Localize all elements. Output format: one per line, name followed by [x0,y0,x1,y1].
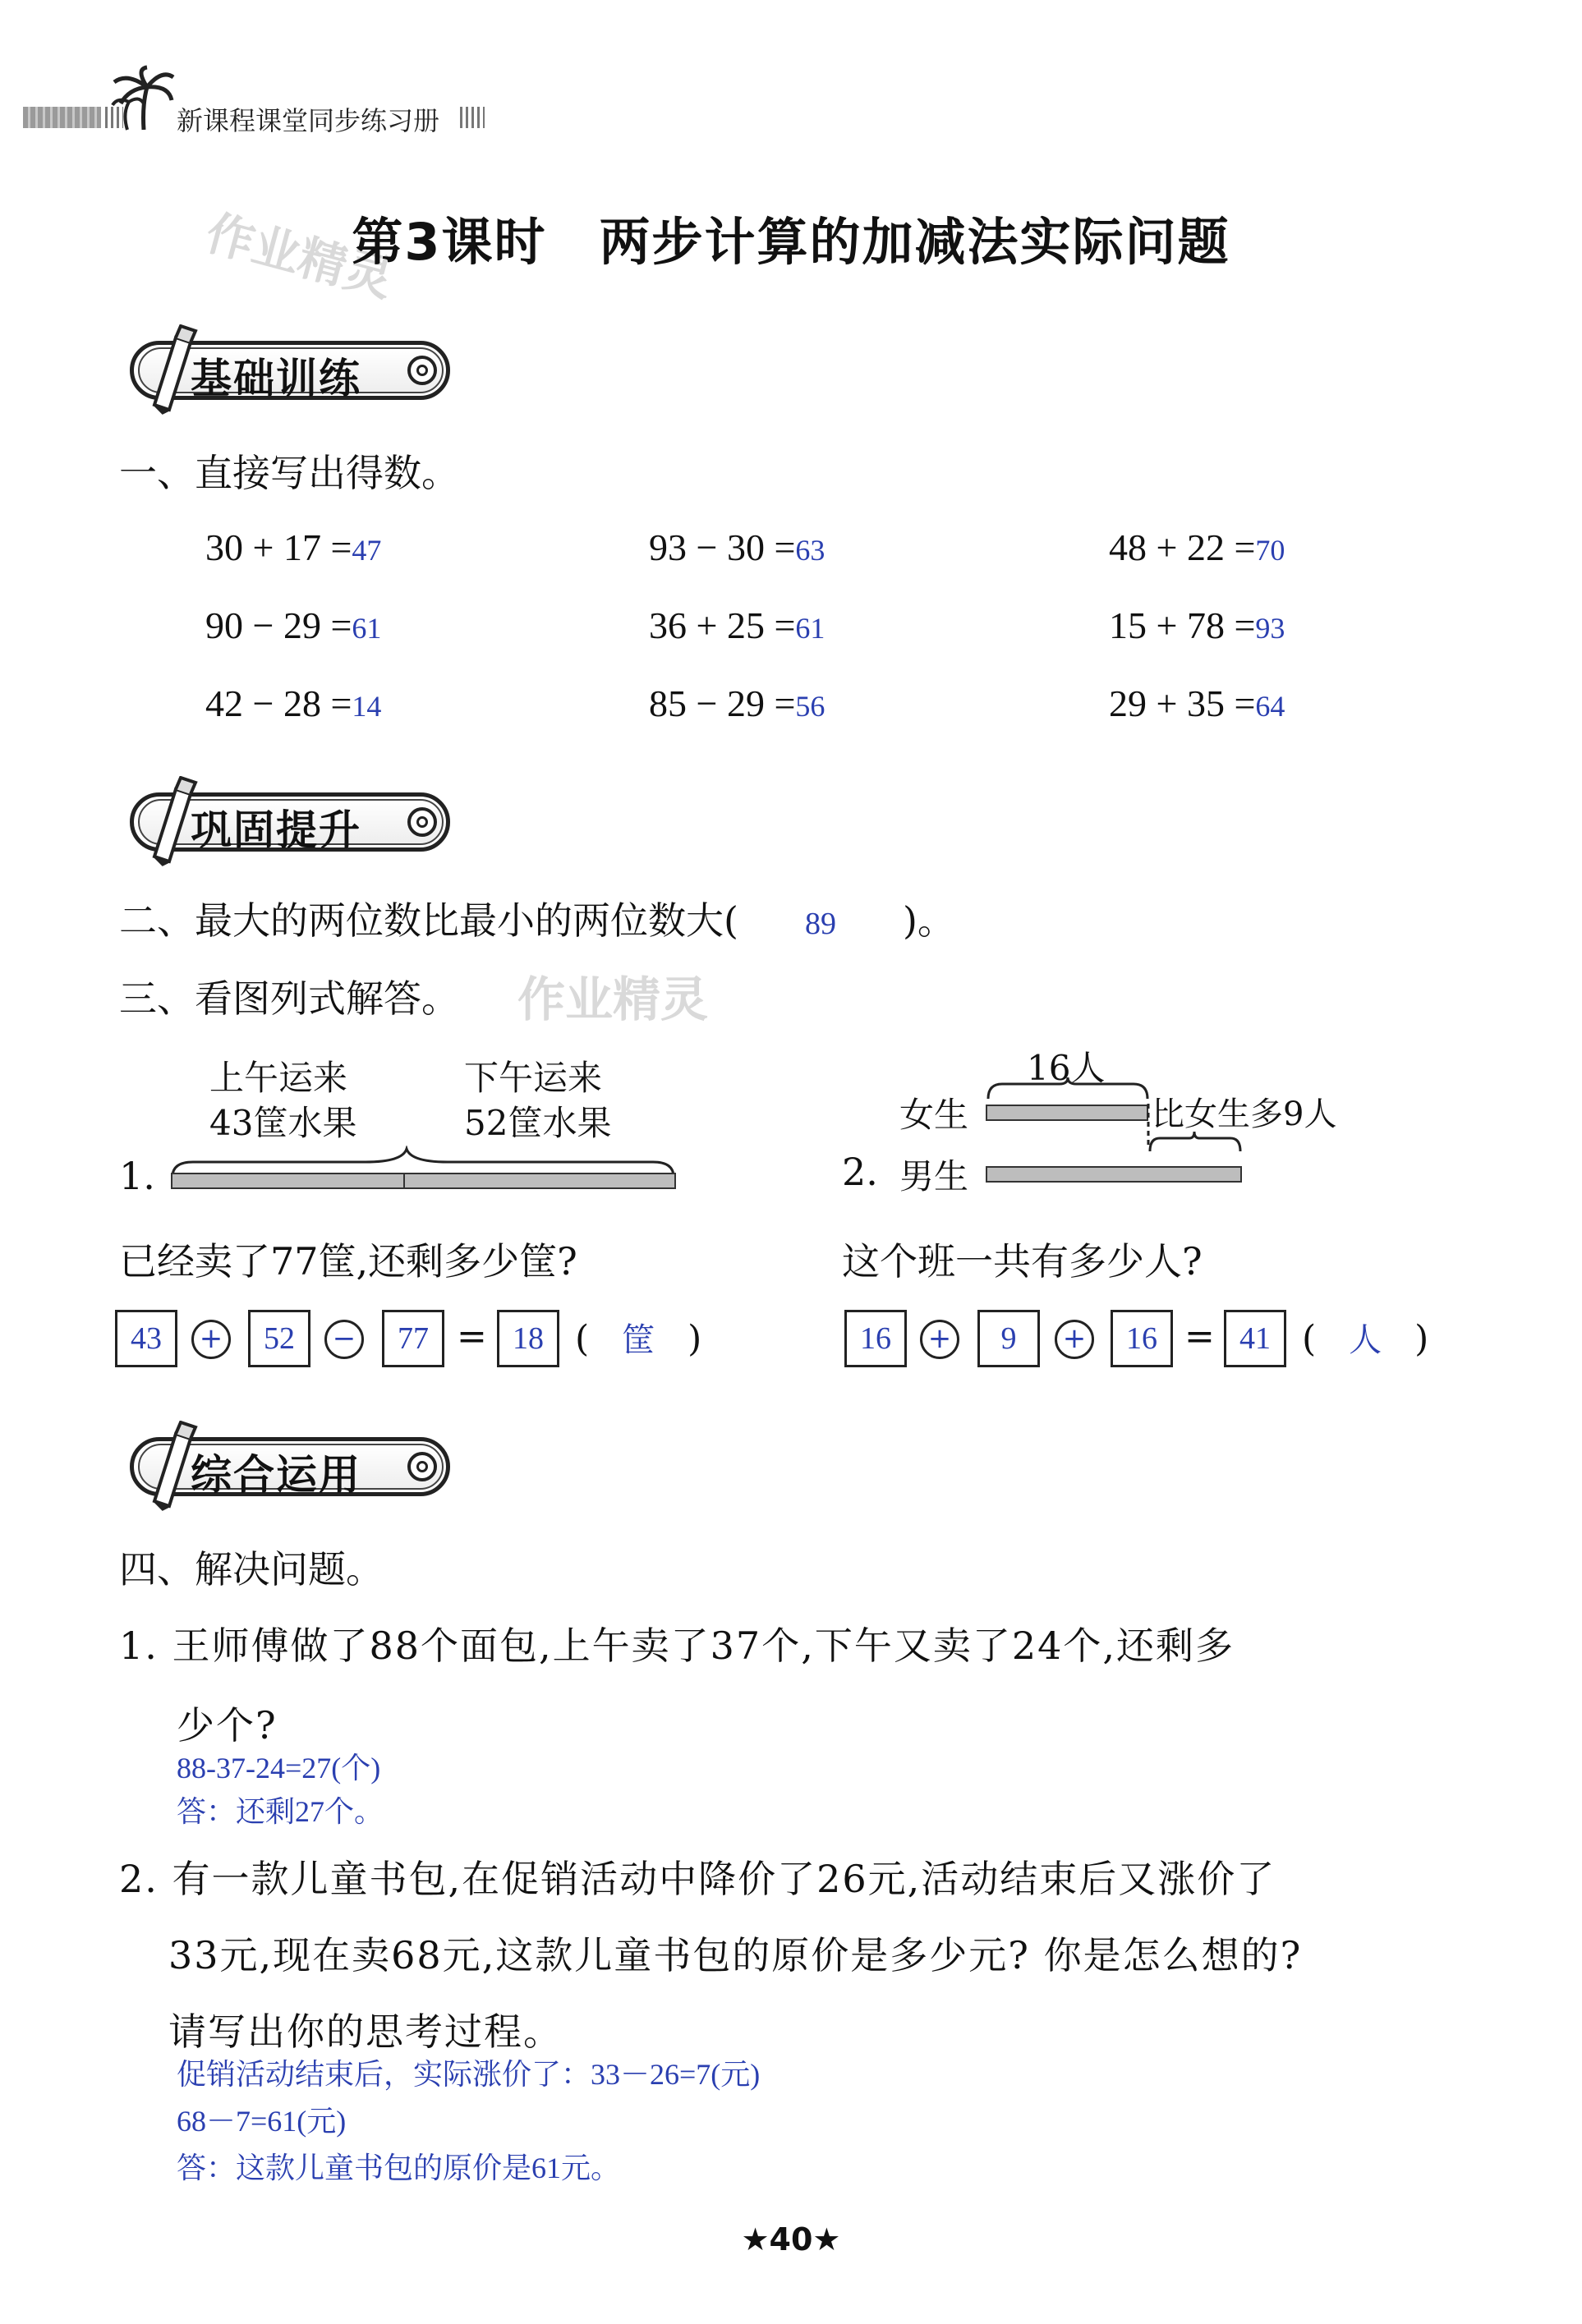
q4-p2-line3: 请写出你的思考过程。 [168,2009,563,2054]
section-label: 巩固提升 [191,806,361,854]
q4-p2-answer-final: 答：这款儿童书包的原价是61元。 [177,2152,621,2184]
section-label: 基础训练 [191,355,361,402]
q4-p2-answer-step1: 促销活动结束后，实际涨价了：33－26=7(元) [177,2058,761,2091]
section-banner-consolidate [115,784,460,860]
label-girls: 女生 [899,1095,969,1135]
equals-sign: = [1184,1316,1215,1357]
ring-icon [407,1452,437,1481]
watermark: 作业精灵 [517,971,709,1027]
label-boys: 男生 [899,1156,969,1196]
answer-box[interactable]: 9 [977,1310,1040,1367]
operator-circle[interactable]: + [1055,1320,1094,1359]
page-title: 第3课时 两步计算的加减法实际问题 [352,212,1230,272]
label-total-girls: 16人 [1027,1048,1106,1088]
calc-item: 29 + 35 =64 [1109,682,1285,724]
header-end-divider [460,107,485,128]
unit-paren: ( 人 ) [1302,1318,1429,1360]
calc-item: 90 − 29 =61 [205,604,382,646]
ring-icon [407,807,437,837]
brace-top [986,1077,1150,1100]
header-stripe [23,107,101,128]
q2-text: 二、最大的两位数比最小的两位数大( 89 )。 [119,898,955,943]
answer-box[interactable]: 16 [1111,1310,1173,1367]
calc-item: 15 + 78 =93 [1109,604,1285,646]
answer-box[interactable]: 52 [248,1310,310,1367]
answer-box[interactable]: 18 [497,1310,559,1367]
bar-afternoon [403,1173,676,1189]
calc-item: 30 + 17 =47 [205,526,382,568]
q4-p2-answer-step2: 68－7=61(元) [177,2105,347,2138]
section-banner-basic [115,333,460,408]
problem-question: 这个班一共有多少人? [842,1239,1203,1284]
ring-icon [407,356,437,385]
q4-p1-answer-work: 88-37-24=27(个) [177,1752,381,1784]
answer-box[interactable]: 16 [844,1310,907,1367]
label-more: 比女生多9人 [1152,1095,1337,1133]
equals-sign: = [457,1316,487,1357]
calc-item: 48 + 22 =70 [1109,526,1285,568]
calc-item: 93 − 30 =63 [649,526,825,568]
q1-heading: 一、直接写出得数。 [119,451,459,495]
bar-morning [171,1173,405,1189]
q4-p2-line2: 33元,现在卖68元,这款儿童书包的原价是多少元? 你是怎么想的? [168,1933,1303,1977]
calc-item: 36 + 25 =61 [649,604,825,646]
q4-p1-line1: 1. 王师傅做了88个面包,上午卖了37个,下午又卖了24个,还剩多 [119,1624,1235,1668]
watermark: 作业精灵 [200,204,399,308]
answer-box[interactable]: 43 [115,1310,177,1367]
answer-box[interactable]: 77 [382,1310,444,1367]
series-title: 新课程课堂同步练习册 [177,105,440,136]
q4-p1-line2: 少个? [177,1703,278,1748]
label-afternoon: 下午运来 [464,1058,603,1098]
bar-boys [986,1166,1242,1183]
q3-heading: 三、看图列式解答。 [119,976,459,1021]
problem-number: 2. [842,1150,878,1194]
q4-heading: 四、解决问题。 [119,1547,384,1591]
operator-circle[interactable]: + [191,1320,231,1359]
section-label: 综合运用 [191,1451,361,1499]
bar-girls [986,1105,1148,1121]
label-morning: 上午运来 [209,1058,348,1098]
unit-paren: ( 筐 ) [575,1318,702,1360]
label-morning-qty: 43筐水果 [209,1103,357,1143]
operator-circle[interactable]: − [324,1320,364,1359]
operator-circle[interactable]: + [920,1320,959,1359]
q4-p1-answer-final: 答：还剩27个。 [177,1795,384,1828]
label-afternoon-qty: 52筐水果 [464,1103,612,1143]
palm-tree-icon [111,64,177,133]
answer-box[interactable]: 41 [1224,1310,1286,1367]
problem-question: 已经卖了77筐,还剩多少筐? [119,1239,577,1284]
q4-p2-line1: 2. 有一款儿童书包,在促销活动中降价了26元,活动结束后又涨价了 [119,1857,1276,1901]
calc-item: 85 − 29 =56 [649,682,825,724]
brace-extra [1148,1132,1243,1153]
problem-number: 1. [119,1154,155,1198]
section-banner-apply [115,1429,460,1504]
page-number: ★40★ [741,2221,841,2257]
calc-item: 42 − 28 =14 [205,682,382,724]
